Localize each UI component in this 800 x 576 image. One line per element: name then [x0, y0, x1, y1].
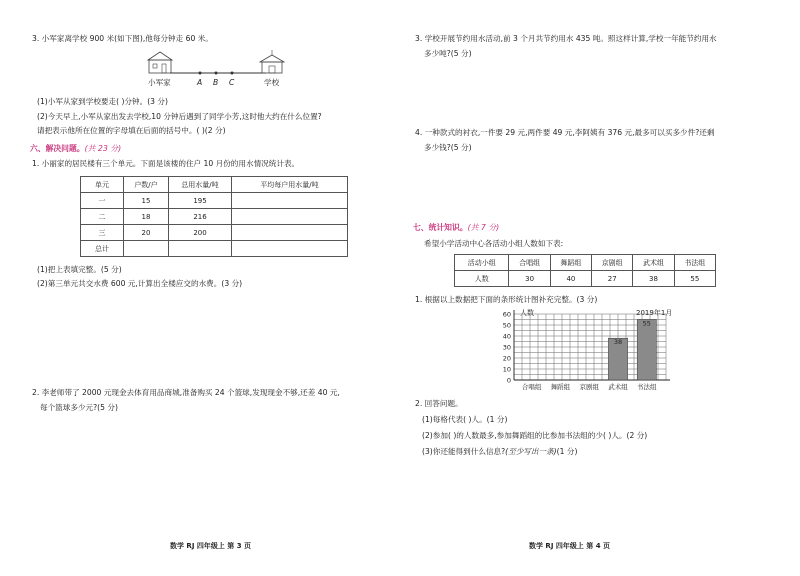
bar-chart: [490, 306, 710, 398]
house-icon: [148, 52, 172, 73]
home-label: 小军家: [148, 78, 171, 87]
page-footer-right: 数学 RJ 四年级上 第 4 页: [529, 542, 611, 550]
y-tick-label: 40: [502, 332, 511, 341]
table-cell: 55: [674, 271, 715, 287]
table-cell[interactable]: [232, 241, 348, 257]
section-6-heading: [30, 143, 121, 154]
table-cell: 20: [124, 225, 169, 241]
table-cell: 40: [550, 271, 591, 287]
section-7-heading: [413, 222, 499, 233]
point-a: [199, 72, 202, 75]
x-tick-label: 合唱组: [521, 383, 542, 391]
school-icon: [260, 50, 284, 73]
point-c-label: C: [229, 78, 235, 87]
table-row: [81, 241, 348, 257]
table-header-row: [81, 177, 348, 193]
table-header: 活动小组: [455, 255, 509, 271]
question-4-line1: 4. 一种款式的衬衣,一件要 29 元,两件要 49 元,李阿姨有 376 元,最多可以买多少件?还剩: [415, 128, 715, 137]
y-tick-label: 20: [502, 354, 511, 363]
table-header: 单元: [81, 177, 124, 193]
stat-question-2-sub2: (2)参加( )的人数最多,参加舞蹈组的比参加书法组的少( )人。(2 分): [422, 431, 648, 440]
y-tick-label: 10: [502, 365, 511, 374]
table-header: 舞蹈组: [550, 255, 591, 271]
table-cell[interactable]: [232, 193, 348, 209]
section-7-title: 七、统计知识。: [413, 223, 468, 232]
stat-question-1: 1. 根据以上数据把下面的条形统计图补充完整。(3 分): [415, 295, 598, 304]
water-usage-table: [80, 176, 348, 257]
right-page: [400, 0, 800, 576]
x-tick-label: 书法组: [637, 383, 657, 391]
question-2-line1: 2. 李老师带了 2000 元现金去体育用品商城,准备购买 24 个篮球,发现现金不够,还差 40 元,: [32, 388, 340, 397]
question-1-sub1: (1)把上表填完整。(5 分): [37, 265, 122, 274]
question-4-line2: 多少钱?(5 分): [424, 143, 472, 152]
table-cell[interactable]: [124, 241, 169, 257]
question-2-line2: 每个篮球多少元?(5 分): [40, 403, 118, 412]
stat-question-2-sub3: [422, 447, 577, 457]
question-1-text: 1. 小丽家的居民楼有三个单元。下面是该楼的住户 10 月份的用水情况统计表。: [32, 159, 300, 168]
point-a-label: A: [197, 78, 203, 87]
question-3-text: 3. 小军家离学校 900 米(如下图),他每分钟走 60 米。: [32, 34, 213, 43]
table-cell: 15: [124, 193, 169, 209]
table-cell: 三: [81, 225, 124, 241]
table-cell: 30: [509, 271, 550, 287]
stat-question-2-sub3-points: (1 分): [556, 447, 578, 456]
stat-intro: 希望小学活动中心各活动小组人数如下表:: [424, 239, 564, 248]
table-row: [455, 271, 716, 287]
x-tick-label: 武术组: [608, 383, 628, 391]
table-row: [81, 225, 348, 241]
chart-title: 2019年1月: [636, 309, 673, 317]
table-header: 平均每户用水量/吨: [232, 177, 348, 193]
stat-question-2-sub3-text: (3)你还能得到什么信息?: [422, 447, 506, 456]
question-3-sub2b: 请把表示他所在位置的字母填在后面的括号中。( )(2 分): [37, 126, 226, 135]
data-label: 38: [613, 338, 623, 347]
school-label: 学校: [264, 78, 280, 87]
table-header-row: [455, 255, 716, 271]
table-header: 总用水量/吨: [169, 177, 232, 193]
group-size-table: [454, 254, 716, 287]
x-tick-label: 京剧组: [579, 383, 599, 391]
question-3-line2: 多少吨?(5 分): [424, 49, 472, 58]
table-row: [81, 209, 348, 225]
table-header: 户数/户: [124, 177, 169, 193]
stat-question-2-sub3-note: (至少写出一条): [505, 447, 557, 456]
point-c: [231, 72, 234, 75]
table-cell: 216: [169, 209, 232, 225]
table-cell: 200: [169, 225, 232, 241]
table-cell[interactable]: [232, 209, 348, 225]
x-tick-label: 舞蹈组: [550, 383, 571, 391]
question-3-sub2: (2)今天早上,小军从家出发去学校,10 分钟后遇到了同学小芳,这时他大约在什么位置?: [37, 112, 322, 121]
table-cell[interactable]: [232, 225, 348, 241]
table-cell: 27: [592, 271, 633, 287]
table-cell: 人数: [455, 271, 509, 287]
table-cell: 一: [81, 193, 124, 209]
question-1-sub2: (2)第三单元共交水费 600 元,计算出全楼应交的水费。(3 分): [37, 279, 243, 288]
table-cell: 二: [81, 209, 124, 225]
point-b: [215, 72, 218, 75]
stat-question-2-sub1: (1)每格代表( )人。(1 分): [422, 415, 508, 424]
bar: [637, 320, 656, 381]
y-axis-label: 人数: [520, 309, 534, 317]
section-7-points: (共 7 分): [467, 223, 500, 232]
y-tick-label: 50: [502, 321, 511, 330]
table-cell: 总计: [81, 241, 124, 257]
table-header: 京剧组: [592, 255, 633, 271]
section-6-points: (共 23 分): [84, 144, 122, 153]
table-header: 武术组: [633, 255, 674, 271]
table-cell: 195: [169, 193, 232, 209]
route-diagram: [140, 50, 300, 96]
table-cell: 38: [633, 271, 674, 287]
question-3-line1: 3. 学校开展节约用水活动,前 3 个月共节约用水 435 吨。照这样计算,学校一年能节约用水: [415, 34, 717, 43]
table-row: [81, 193, 348, 209]
question-3-sub1: (1)小军从家到学校要走( )分钟。(3 分): [37, 97, 168, 106]
section-6-title: 六、解决问题。: [30, 144, 85, 153]
y-tick-label: 30: [502, 343, 511, 352]
stat-question-2-title: 2. 回答问题。: [415, 399, 463, 408]
table-header: 书法组: [674, 255, 715, 271]
table-header: 合唱组: [509, 255, 550, 271]
y-tick-label: 0: [506, 376, 511, 385]
point-b-label: B: [213, 78, 219, 87]
table-cell: 18: [124, 209, 169, 225]
table-cell[interactable]: [169, 241, 232, 257]
page-footer-left: 数学 RJ 四年级上 第 3 页: [170, 542, 252, 550]
data-label: 55: [642, 319, 651, 328]
y-tick-label: 60: [502, 310, 511, 319]
